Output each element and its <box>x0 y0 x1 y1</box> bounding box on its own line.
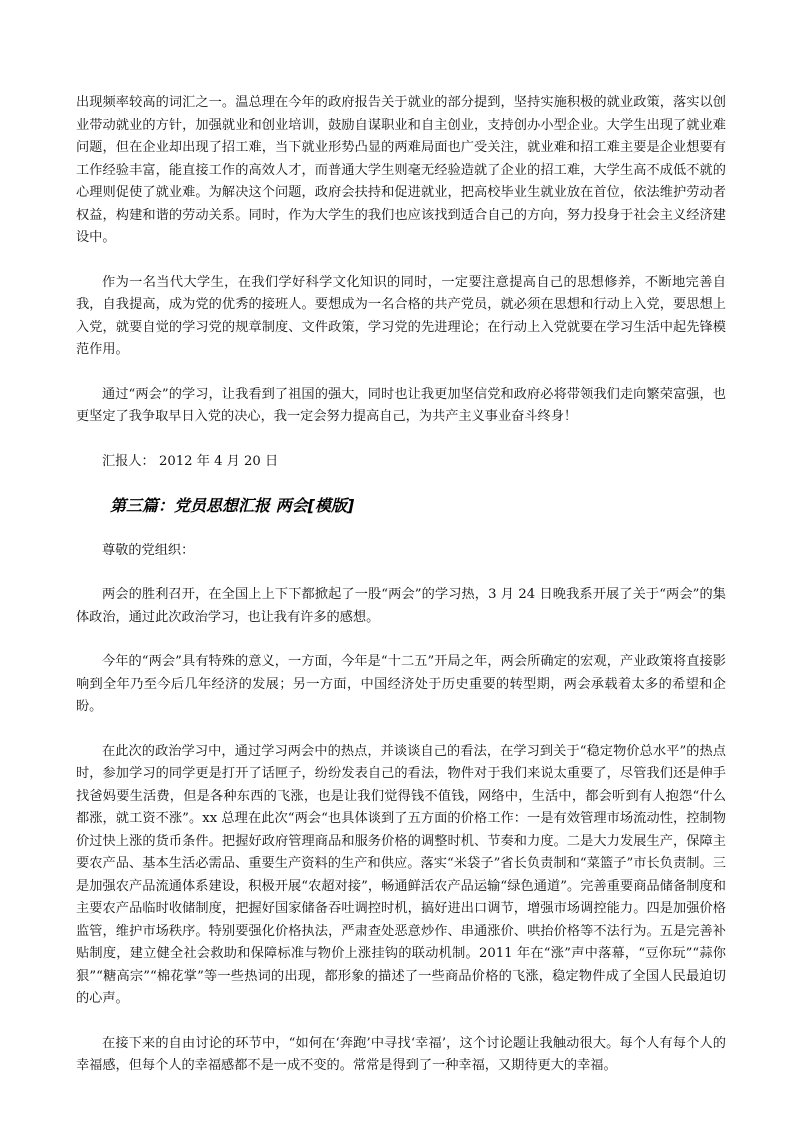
paragraph-price-stability: 在此次的政治学习中，通过学习两会中的热点，并谈谈自己的看法，在学习到关于“稳定物价总水平”的热点时，参加学习的同学更是打开了话匣子，纷纷发表自己的看法，物件对于我们来说太重要了，尽管我们还是伸手找爸妈要生活费，但是各种东西的飞涨，也是让我们觉得钱不值钱，网络中，生活中，都会听到有人抱怨“什么都涨，就工资不涨”。xx 总理在此次“两会“也具体谈到了五方面的价格工作：一是有效管理市场流动性，控制物价过快上涨的货币条件。把握好政府管理商品和服务价格的调整时机、节奏和力度。二是大力发展生产，保障主要农产品、基本生活必需品、重要生产资料的生产和供应。落实“米袋子”省长负责制和“菜篮子”市长负责制。三是加强农产品流通体系建设，积极开展“农超对接”，畅通鲜活农产品运输“绿色通道”。完善重要商品储备制度和主要农产品临时收储制度，把握好国家储备吞吐调控时机，搞好进出口调节，增强市场调控能力。四是加强价格监管，维护市场秩序。特别要强化价格执法，严肃查处恶意炒作、串通涨价、哄抬价格等不法行为。五是完善补贴制度，建立健全社会救助和保障标准与物价上涨挂钩的联动机制。2011 年在“涨”声中落幕，“豆你玩”“蒜你狠”“糖高宗”“棉花掌”等一些热词的出现，都形象的描述了一些商品价格的飞涨，稳定物件成了全国人民最迫切的心声。 <box>76 743 726 1006</box>
paragraph-two-sessions-intro: 两会的胜利召开，在全国上上下下都掀起了一股“两会”的学习热，3 月 24 日晚我系开展了关于“两会”的集体政治，通过此次政治学习，也让我有许多的感想。 <box>76 587 726 625</box>
paragraph-conclusion: 通过“两会”的学习，让我看到了祖国的强大，同时也让我更加坚信党和政府必将带领我们走向繁荣富强，也更坚定了我争取早日入党的决心，我一定会努力提高自己，为共产主义事业奋斗终身！ <box>76 386 726 424</box>
paragraph-special-meaning: 今年的“两会”具有特殊的意义，一方面，今年是“十二五”开局之年，两会所确定的宏观，产业政策将直接影响到全年乃至今后几年经济的发展；另一方面，中国经济处于历史重要的转型期，两会承载着太多的希望和企盼。 <box>76 654 726 714</box>
paragraph-self-improvement: 作为一名当代大学生，在我们学好科学文化知识的同时，一定要注意提高自己的思想修养，不断地完善自我，自我提高，成为党的优秀的接班人。要想成为一名合格的共产党员，就必须在思想和行动上入党，要思想上入党，就要自觉的学习党的规章制度、文件政策，学习党的先进理论；在行动上入党就要在学习生活中起先锋模范作用。 <box>76 274 726 357</box>
paragraph-employment: 出现频率较高的词汇之一。温总理在今年的政府报告关于就业的部分提到，坚持实施积极的就业政策，落实以创业带动就业的方针，加强就业和创业培训，鼓励自谋职业和自主创业，支持创办小型企业。大学生出现了就业难问题，但在企业却出现了招工难，当下就业形势凸显的两难局面也广受关注，就业难和招工难主要是企业想要有工作经验丰富，能直接工作的高效人才，而普通大学生则毫无经验造就了企业的招工难，大学生高不成低不就的心理则促使了就业难。为解决这个问题，政府会扶持和促进就业，把高校毕业生就业放在首位，依法维护劳动者权益，构建和谐的劳动关系。同时，作为大学生的我们也应该找到适合自己的方向，努力投身于社会主义经济建设中。 <box>76 95 726 245</box>
paragraph-happiness-discussion: 在接下来的自由讨论的环节中，“如何在‘奔跑’中寻找‘幸福’，这个讨论题让我触动很大。每个人有每个人的幸福感，但每个人的幸福感都不是一成不变的。常常是得到了一种幸福，又期待更大的幸福。 <box>76 1035 726 1073</box>
reporter-line: 汇报人： 2012 年 4 月 20 日 <box>102 453 279 469</box>
salutation: 尊敬的党组织： <box>102 542 195 558</box>
document-page <box>76 92 726 1100</box>
section-heading: 第三篇：党员思想汇报 两会[模版] <box>110 496 355 515</box>
